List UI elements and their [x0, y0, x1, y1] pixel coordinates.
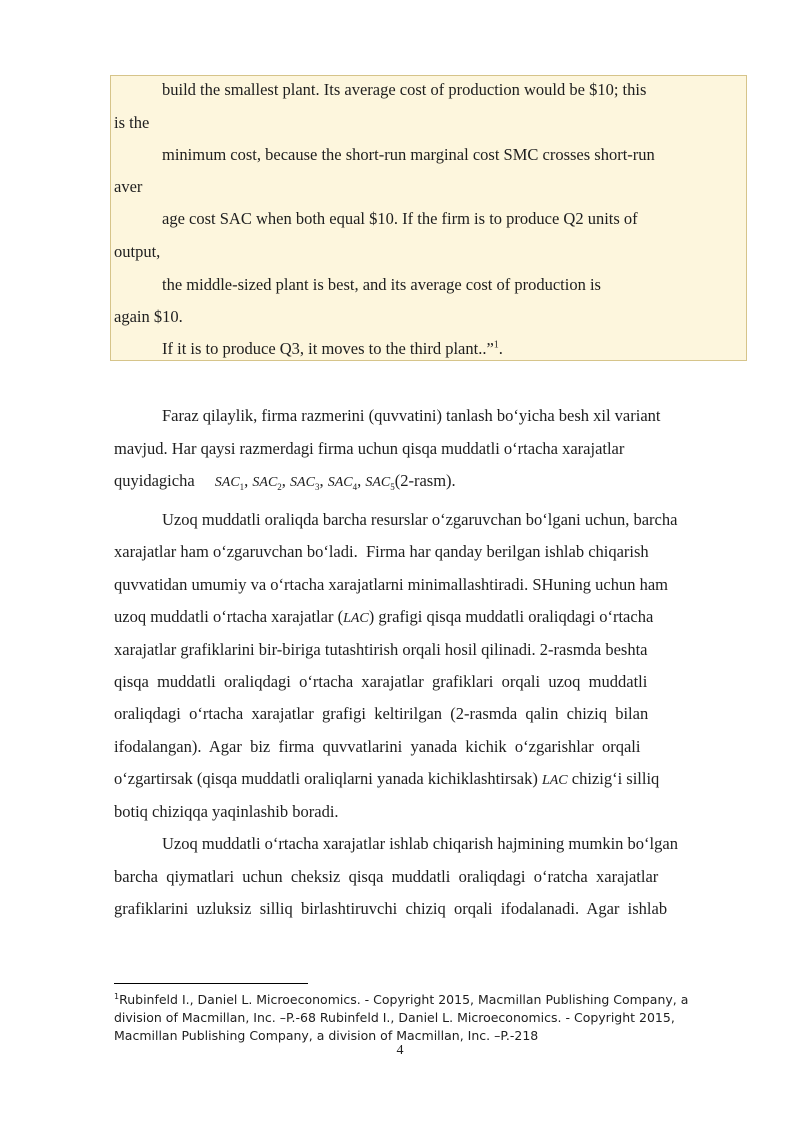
lac-symbol-2: LAC	[541, 773, 568, 788]
quote-line-8: again $10.	[114, 307, 183, 326]
lac-symbol: LAC	[343, 611, 369, 626]
quote-line-2: is the	[114, 113, 150, 132]
sac-4: $SAC_4$	[327, 475, 358, 492]
body-line-sac: quyidagicha $SAC_1$, $SAC_2$, $SAC_3$, $SAC_4$, $SAC_5(2-rasm)$.	[114, 471, 456, 492]
page-number: 4	[396, 1043, 404, 1058]
quote-line-3: minimum cost, because the short-run marginal cost SMC crosses short-run	[162, 145, 655, 164]
footnote-divider	[114, 983, 308, 984]
footnote-line-3: Macmillan Publishing Company, a division of Macmillan, Inc. –P.-218	[114, 1028, 539, 1043]
sac-3: $SAC_3$	[290, 475, 320, 492]
quote-line-1: build the smallest plant. Its average cost of production would be $10; this	[162, 80, 647, 99]
body-line: ifodalangan). Agar biz firma quvvatlarini yanada kichik o‘zgarishlar orqali	[114, 737, 641, 756]
body-line: grafiklarini uzluksiz silliq birlashtiruvchi chiziq orqali ifodalanadi. Agar ishlab	[114, 899, 668, 918]
body-line: barcha qiymatlari uchun cheksiz qisqa muddatli oraliqdagi o‘ratcha xarajatlar	[114, 867, 659, 886]
body-line: quvvatidan umumiy va o‘rtacha xarajatlarni minimallashtiradi. SHuning uchun ham	[114, 575, 668, 594]
sac-5: $SAC_5$	[365, 475, 395, 492]
body-line: mavjud. Har qaysi razmerdagi firma uchun qisqa muddatli o‘rtacha xarajatlar	[114, 439, 625, 458]
sac-2: $SAC_2$	[252, 475, 282, 492]
body-line-lac: uzoq muddatli o‘rtacha xarajatlar (LAC) grafigi qisqa muddatli oraliqdagi o‘rtacha	[114, 607, 654, 626]
footnote-line-1: $^1$Rubinfeld I., Daniel L. Microeconomics. - Copyright 2015, Macmillan Publishing Company, a	[114, 991, 689, 1007]
body-line: xarajatlar ham o‘zgaruvchan bo‘ladi. Firma har qanday berilgan ishlab chiqarish	[114, 542, 649, 561]
sac-suffix: (2-rasm).	[394, 471, 456, 490]
footnote-line-2: division of Macmillan, Inc. –P.-68 Rubinfeld I., Daniel L. Microeconomics. - Copyright 2015,	[114, 1010, 675, 1025]
body-line: xarajatlar grafiklarini bir-biriga tutashtirish orqali hosil qilinadi. 2-rasmda beshta	[114, 640, 648, 659]
sac-prefix: quyidagicha	[114, 471, 195, 490]
body-line: Uzoq muddatli oraliqda barcha resurslar o‘zgaruvchan bo‘lgani uchun, barcha	[162, 510, 678, 529]
body-line: Faraz qilaylik, firma razmerini (quvvatini) tanlash bo‘yicha besh xil variant	[162, 406, 661, 425]
sac-1: $SAC_1$	[214, 475, 245, 492]
quote-line-9: If it is to produce Q3, it moves to the third plant..”$^1$.	[162, 339, 503, 358]
body-line: oraliqdagi o‘rtacha xarajatlar grafigi keltirilgan (2-rasmda qalin chiziq bilan	[114, 704, 649, 723]
footnote-reference: 1	[493, 339, 499, 351]
footnote	[114, 991, 744, 1045]
body-line: botiq chiziqqa yaqinlashib boradi.	[114, 802, 339, 821]
quote-line-7: the middle-sized plant is best, and its average cost of production is	[162, 275, 601, 294]
body-line-lac-2: o‘zgartirsak (qisqa muddatli oraliqlarni yanada kichiklashtirsak) LAC chizig‘i silliq	[114, 769, 660, 788]
body-line: Uzoq muddatli o‘rtacha xarajatlar ishlab chiqarish hajmining mumkin bo‘lgan	[162, 834, 678, 853]
quote-line-6: output,	[114, 242, 161, 261]
quote-line-4: aver	[114, 177, 143, 196]
body-line: qisqa muddatli oraliqdagi o‘rtacha xarajatlar grafiklari orqali uzoq muddatli	[114, 672, 648, 691]
quote-line-5: age cost SAC when both equal $10. If the firm is to produce Q2 units of	[162, 209, 638, 228]
quote-last-text: If it is to produce Q3, it moves to the third plant..”	[162, 339, 494, 358]
